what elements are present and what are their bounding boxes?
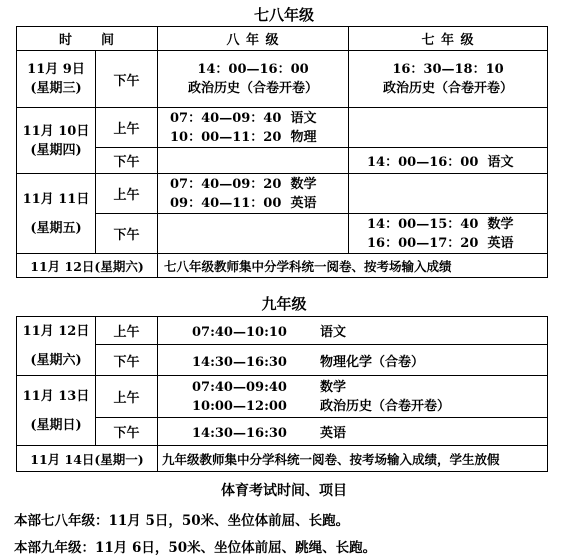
exam-row — [158, 345, 548, 376]
header-time: 时 间 — [17, 27, 158, 51]
date-cell — [17, 108, 96, 174]
grade8-exam — [158, 51, 349, 108]
exam-time: 14：00—16：00 — [367, 155, 479, 170]
exam-subject: 物理化学（合卷） — [320, 354, 425, 370]
date: 11月 12日 — [22, 324, 90, 339]
period-pm: 下午 — [96, 345, 158, 376]
grade8-empty — [158, 214, 349, 254]
exam-row — [158, 418, 548, 446]
pe-line-grade78: 本部七八年级：11月 5日，50米、坐位体前屈、长跑。 — [14, 513, 350, 529]
weekday: (星期六) — [30, 353, 82, 368]
header-grade8: 八 年 级 — [158, 27, 349, 51]
pe-title: 体育考试时间、项目 — [221, 483, 347, 499]
date-cell: 11月 12日(星期六) — [17, 254, 158, 278]
exam-time: 07:40—09:40 — [192, 379, 287, 395]
weekday: (星期三) — [30, 81, 82, 96]
marking-note: 七八年级教师集中分学科统一阅卷、按考场输入成绩 — [158, 254, 548, 278]
date-cell — [17, 174, 96, 254]
exam-time: 10：00—11：20 — [170, 129, 282, 145]
section-title-grade9: 九年级 — [261, 295, 307, 313]
period-am: 上午 — [96, 174, 158, 214]
grade8-exam — [158, 108, 349, 148]
exam-subject: 数学 — [487, 216, 514, 232]
date: 11月 10日 — [22, 123, 90, 139]
date-cell — [17, 376, 96, 446]
exam-subject: 英语 — [487, 235, 514, 251]
grade7-empty — [349, 174, 548, 214]
exam-subject: 政治历史（合卷开卷） — [188, 81, 319, 96]
period-am: 上午 — [96, 108, 158, 148]
period-am: 上午 — [96, 317, 158, 345]
exam-subject: 语文 — [320, 325, 347, 340]
period-am: 上午 — [96, 376, 158, 418]
exam-time: 07:40—10:10 — [192, 325, 287, 340]
marking-note: 九年级教师集中分学科统一阅卷、按考场输入成绩，学生放假 — [158, 446, 548, 472]
date: 11月 11日 — [22, 191, 90, 207]
exam-time: 09：40—11：00 — [170, 195, 282, 211]
exam-subject: 数学 — [320, 379, 347, 395]
exam-subject: 数学 — [290, 176, 317, 192]
exam-time: 14：00—15：40 — [367, 216, 479, 232]
exam-time: 16：30—18：10 — [392, 62, 504, 77]
exam-time: 10:00—12:00 — [192, 398, 287, 414]
period-pm: 下午 — [96, 214, 158, 254]
exam-time: 14：00—16：00 — [197, 62, 309, 77]
period-pm: 下午 — [96, 148, 158, 174]
exam-subject: 语文 — [290, 110, 317, 126]
section-title-grade78: 七八年级 — [253, 6, 314, 24]
grade8-exam — [158, 174, 349, 214]
exam-subject: 政治历史（合卷开卷） — [320, 398, 451, 414]
date-cell — [17, 317, 96, 376]
weekday: (星期四) — [30, 142, 82, 158]
exam-time: 14:30—16:30 — [192, 354, 287, 370]
period-pm: 下午 — [96, 418, 158, 446]
header-grade7: 七 年 级 — [349, 27, 548, 51]
exam-time: 16：00—17：20 — [367, 235, 479, 251]
exam-time: 14:30—16:30 — [192, 426, 287, 441]
weekday: (星期日) — [30, 417, 82, 433]
grade78-schedule-table — [16, 26, 548, 278]
exam-time: 07：40—09：20 — [170, 176, 282, 192]
date-cell — [17, 51, 96, 108]
date: 11月 9日 — [27, 62, 85, 77]
grade8-empty — [158, 148, 349, 174]
date: 11月 13日 — [22, 388, 90, 404]
pe-line-grade9: 本部九年级：11月 6日，50米、坐位体前屈、跳绳、长跑。 — [14, 540, 377, 556]
grade7-exam — [349, 51, 548, 108]
exam-time: 07：40—09：40 — [170, 110, 282, 126]
exam-subject: 英语 — [290, 195, 317, 211]
exam-subject: 语文 — [487, 155, 514, 170]
exam-subject: 物理 — [290, 129, 317, 145]
exam-row — [158, 317, 548, 345]
grade7-exam — [349, 214, 548, 254]
exam-subject: 英语 — [320, 426, 347, 441]
grade7-empty — [349, 108, 548, 148]
exam-row — [158, 376, 548, 418]
grade9-schedule-table — [16, 316, 548, 472]
exam-subject: 政治历史（合卷开卷） — [383, 81, 514, 96]
weekday: (星期五) — [30, 220, 82, 236]
date-cell: 11月 14日(星期一) — [17, 446, 158, 472]
period-pm: 下午 — [96, 51, 158, 108]
grade7-exam — [349, 148, 548, 174]
